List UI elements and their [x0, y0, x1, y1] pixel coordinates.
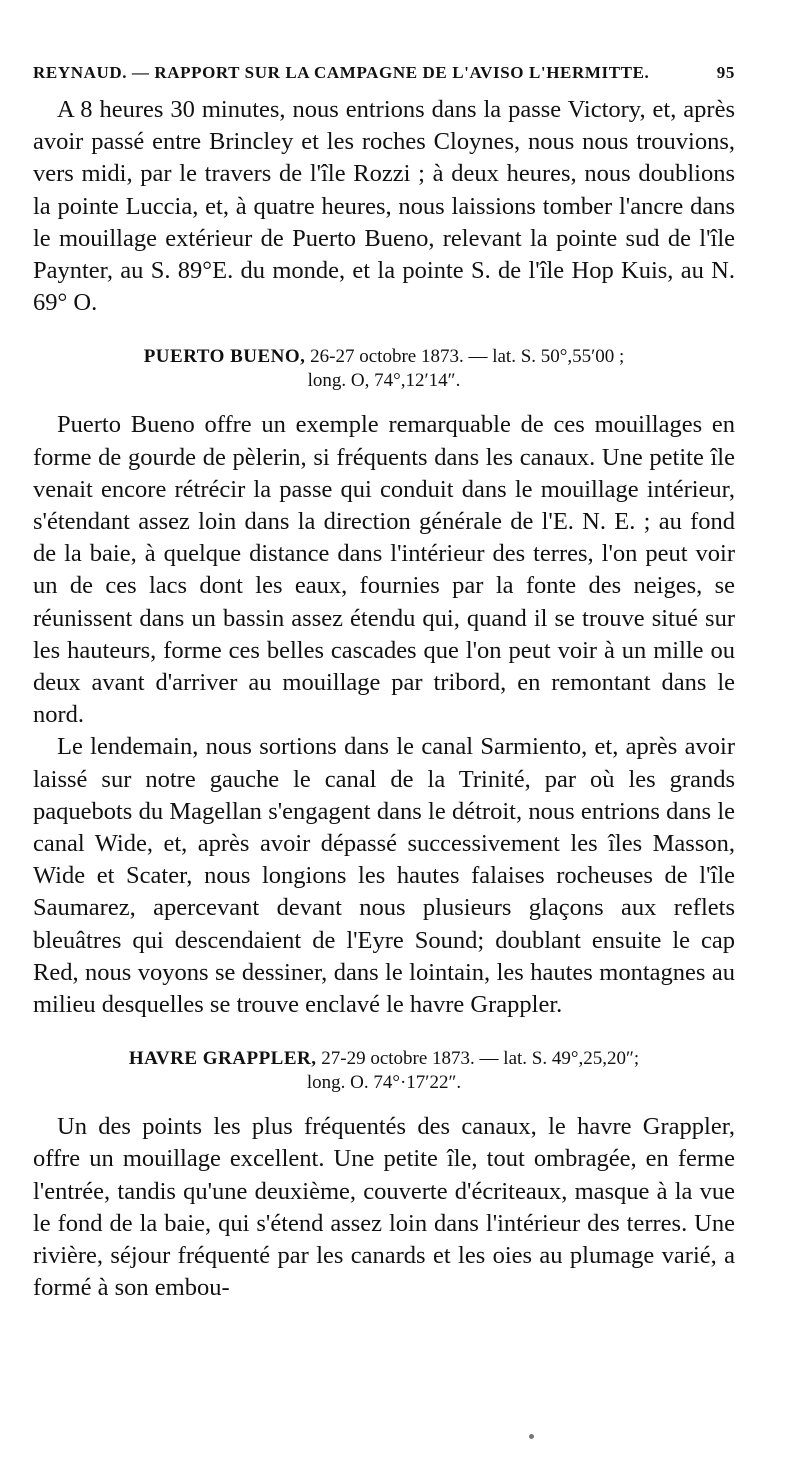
running-header — [33, 62, 735, 84]
station-date-lat: 26-27 octobre 1873. — lat. S. 50°,55′00 ; — [305, 346, 625, 368]
station-date-lat: 27-29 octobre 1873. — lat. S. 49°,25,20″; — [316, 1048, 640, 1070]
station-place: PUERTO BUENO, — [143, 346, 306, 368]
paragraph-canal-sarmiento: Le lendemain, nous sortions dans le canal Sarmiento, et, après avoir laissé sur notre gauche le canal de la Trinité, par où les grands paquebots du Magellan s'engagent dans le détroit, nous entrions dans le canal Wide, et, après avoir dépassé successivement les îles Masson, Wide et Scater, nous longions les hautes falaises rocheuses de l'île Saumarez, apercevant devant nous plusieurs glaçons aux reflets bleuâtres qui descendaient de l'Eyre Sound; doublant ensuite le cap Red, nous voyons se dessiner, dans le lointain, les hautes montagnes au milieu desquelles se trouve enclavé le havre Grappler. — [33, 733, 735, 1019]
station-heading-puerto-bueno — [33, 345, 735, 393]
paragraph-puerto-bueno: Puerto Bueno offre un exemple remarquable de ces mouillages en forme de gourde de pèlerin, si fréquents dans les canaux. Une petite île venait encore rétrécir la passe qui conduit dans le mouillage intérieur, s'étendant assez loin dans la direction générale de l'E. N. E. ; au fond de la baie, à quelque distance dans l'intérieur des terres, l'on peut voir un de ces lacs dont les eaux, fournies par la fonte des neiges, se réunissent dans un bassin assez étendu qui, quand il se trouve situé sur les hauteurs, forme ces belles cascades que l'on peut voir à un mille ou deux avant d'arriver au mouillage par tribord, en remontant dans le nord. — [33, 411, 735, 729]
station-place: HAVRE GRAPPLER, — [128, 1048, 317, 1070]
ink-speck — [529, 1434, 534, 1439]
station-heading-havre-grappler — [33, 1047, 735, 1095]
book-page — [33, 62, 735, 1305]
station-longitude: long. O, 74°,12′14″. — [307, 370, 461, 392]
station-longitude: long. O. 74°·17′22″. — [306, 1072, 462, 1094]
page-number: 95 — [716, 63, 735, 82]
paragraph-arrival-puerto-bueno: A 8 heures 30 minutes, nous entrions dans la passe Victory, et, après avoir passé entre Brincley et les roches Cloynes, nous nous trouvions, vers midi, par le travers de l'île Rozzi ; à deux heures, nous doublions la pointe Luccia, et, à quatre heures, nous laissions tomber l'ancre dans le mouillage extérieur de Puerto Bueno, relevant la pointe sud de l'île Paynter, au S. 89°E. du monde, et la pointe S. de l'île Hop Kuis, au N. 69° O. — [33, 96, 735, 317]
paragraph-havre-grappler: Un des points les plus fréquentés des canaux, le havre Grappler, offre un mouillage excellent. Une petite île, tout ombragée, en ferme l'entrée, tandis qu'une deuxième, couverte d'écriteaux, masque à la vue le fond de la baie, qui s'étend assez loin dans l'intérieur des terres. Une rivière, séjour fréquenté par les canards et les oies au plumage varié, a formé à son embou- — [33, 1113, 735, 1302]
running-title: REYNAUD. — RAPPORT SUR LA CAMPAGNE DE L'AVISO L'HERMITTE. — [33, 63, 650, 82]
